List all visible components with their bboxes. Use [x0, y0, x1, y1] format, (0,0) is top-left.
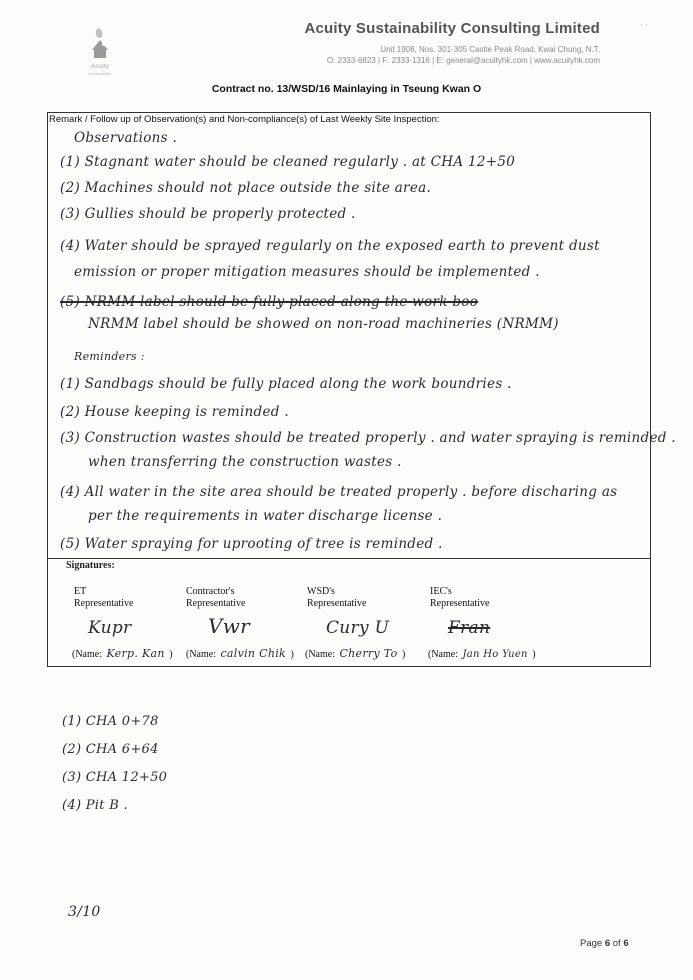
- et-signature: Kupr: [88, 618, 132, 638]
- company-name: Acuity Sustainability Consulting Limited: [304, 20, 600, 37]
- reminder-item: (4) All water in the site area should be treated properly . before discharing as: [60, 484, 618, 500]
- name-close: ): [169, 649, 173, 660]
- role-line: IEC's: [430, 586, 452, 597]
- location-item: (2) CHA 6+64: [62, 742, 159, 757]
- name-label: (Name:: [428, 649, 458, 660]
- et-name-row: [72, 644, 173, 662]
- reminder-item: (1) Sandbags should be fully placed along the work boundries .: [60, 376, 512, 392]
- contractor-signature: Vwr: [208, 614, 251, 638]
- observation-item: emission or proper mitigation measures should be implemented .: [74, 264, 540, 280]
- et-name: Kerp. Kan: [106, 647, 165, 660]
- observation-item-struck: (5) NRMM label should be fully placed along the work boo: [60, 294, 479, 310]
- page-prefix: Page: [580, 938, 605, 949]
- name-label: (Name:: [186, 649, 216, 660]
- iec-name: Jan Ho Yuen: [462, 649, 528, 660]
- scan-marks: · ·: [640, 20, 648, 29]
- observation-item: (2) Machines should not place outside the site area.: [60, 180, 432, 196]
- role-line: ET: [74, 586, 87, 597]
- contract-title: Contract no. 13/WSD/16 Mainlaying in Tseung Kwan O: [211, 83, 482, 95]
- observations-heading: Observations .: [74, 130, 178, 146]
- contact-line: O: 2333-6823 | F: 2333-1316 | E: general@acuityhk.com | www.acuityhk.com: [326, 56, 600, 65]
- reminder-item: (2) House keeping is reminded .: [60, 404, 289, 420]
- signatures-title: Signatures:: [66, 560, 115, 571]
- role-line: Contractor's: [186, 586, 235, 597]
- contractor-name: calvin Chik: [220, 647, 286, 660]
- svg-text:Acuity: Acuity: [91, 63, 109, 70]
- role-line: Representative: [430, 598, 490, 609]
- company-logo: [70, 14, 130, 76]
- et-role: [74, 586, 133, 610]
- reminders-heading: Reminders :: [74, 350, 145, 363]
- reminder-item: (5) Water spraying for uprooting of tree is reminded .: [60, 536, 443, 552]
- wsd-name-row: [305, 644, 405, 662]
- name-close: ): [401, 649, 406, 660]
- address-line: Unit 1908, Nos. 301-305 Castle Peak Road, Kwai Chung, N.T.: [380, 45, 600, 54]
- location-item: (3) CHA 12+50: [62, 770, 168, 785]
- role-line: WSD's: [307, 586, 335, 597]
- iec-signature: Fran: [448, 618, 491, 638]
- logo-icon: [70, 14, 130, 76]
- role-line: Representative: [307, 598, 367, 609]
- name-label: (Name:: [305, 649, 335, 660]
- wsd-signature: Cury U: [326, 618, 390, 638]
- page-current: 6: [604, 938, 611, 949]
- name-close: ): [532, 649, 536, 660]
- contractor-name-row: [186, 644, 294, 662]
- location-item: (4) Pit B .: [62, 798, 128, 813]
- name-label: (Name:: [72, 649, 102, 660]
- page-mark: 3/10: [68, 904, 101, 920]
- name-close: ): [290, 649, 294, 660]
- iec-name-row: [428, 644, 536, 662]
- observation-item: (3) Gullies should be properly protected .: [60, 206, 356, 222]
- svg-text:sustainability: sustainability: [88, 71, 112, 76]
- reminder-item: when transferring the construction wastes .: [88, 454, 402, 470]
- role-line: Representative: [186, 598, 246, 609]
- page-total: 6: [623, 938, 629, 949]
- page-middle: of: [610, 938, 624, 949]
- wsd-role: [307, 586, 366, 610]
- company-address: [290, 44, 600, 66]
- contractor-role: [186, 586, 245, 610]
- role-line: Representative: [74, 598, 134, 609]
- page-number: [580, 938, 629, 949]
- reminder-item: per the requirements in water discharge license .: [88, 508, 443, 524]
- observation-item: NRMM label should be showed on non-road machineries (NRMM): [88, 316, 559, 332]
- observation-item: (4) Water should be sprayed regularly on the exposed earth to prevent dust: [60, 238, 600, 254]
- wsd-name: Cherry To: [339, 647, 398, 660]
- observation-item: (1) Stagnant water should be cleaned regularly . at CHA 12+50: [60, 154, 516, 170]
- iec-role: [430, 586, 489, 610]
- location-item: (1) CHA 0+78: [62, 714, 159, 729]
- remarks-label: Remark / Follow up of Observation(s) and Non-compliance(s) of Last Weekly Site Inspection:: [49, 114, 440, 125]
- reminder-item: (3) Construction wastes should be treated properly . and water spraying is reminded .: [60, 430, 676, 446]
